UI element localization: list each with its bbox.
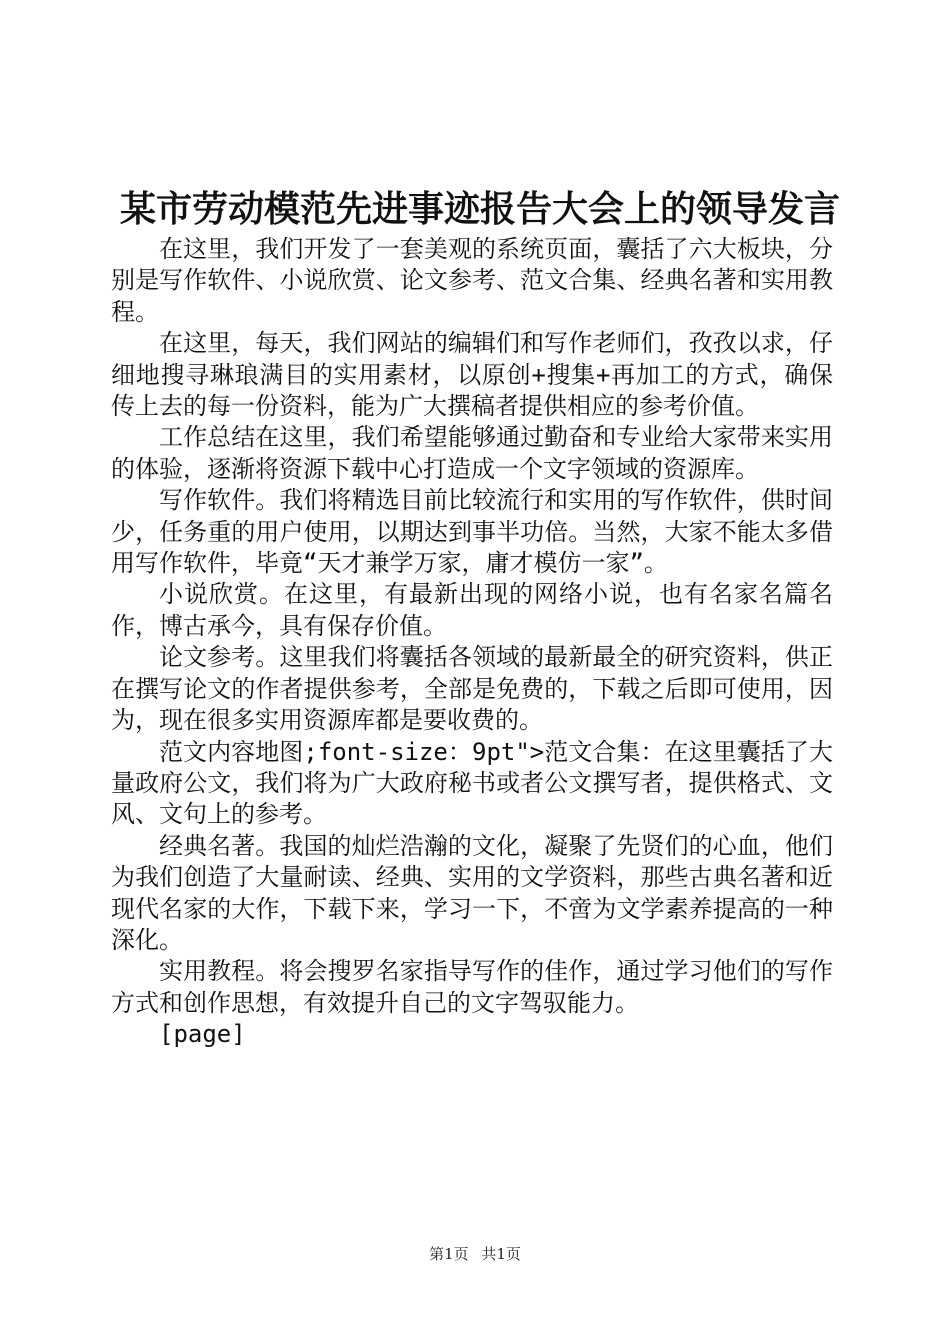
paragraph: 写作软件。我们将精选目前比较流行和实用的写作软件，供时间少，任务重的用户使用，以期达到事半功倍。当然，大家不能太多借用写作软件，毕竟“天才兼学万家，庸才模仿一家”。 — [111, 486, 833, 578]
page-marker: [page] — [159, 1020, 246, 1049]
paragraph: 范文内容地图;font-size：9pt">范文合集：在这里囊括了大量政府公文，我们将为广大政府秘书或者公文撰写者，提供格式、文风、文句上的参考。 — [111, 737, 833, 829]
paragraph: 在这里，我们开发了一套美观的系统页面，囊括了六大板块，分别是写作软件、小说欣赏、论文参考、范文合集、经典名著和实用教程。 — [111, 235, 833, 326]
paragraph: 小说欣赏。在这里，有最新出现的网络小说，也有名家名篇名作，博古承今，具有保存价值。 — [111, 580, 833, 640]
paragraph: 在这里，每天，我们网站的编辑们和写作老师们，孜孜以求，仔细地搜寻琳琅满目的实用素材，以原创+搜集+再加工的方式，确保传上去的每一份资料，能为广大撰稿者提供相应的参考价值。 — [111, 329, 833, 421]
document-title: 某市劳动模范先进事迹报告大会上的领导发言 — [120, 188, 841, 230]
page-footer — [0, 1244, 950, 1264]
page-number: 第1页 — [429, 1245, 469, 1263]
paragraph: 论文参考。这里我们将囊括各领域的最新最全的研究资料，供正在撰写论文的作者提供参考，全部是免费的，下载之后即可使用，因为，现在很多实用资源库都是要收费的。 — [111, 643, 833, 735]
paragraph: 工作总结在这里，我们希望能够通过勤奋和专业给大家带来实用的体验，逐渐将资源下载中心打造成一个文字领域的资源库。 — [111, 423, 833, 483]
document-body — [111, 234, 833, 1051]
paragraph: 经典名著。我国的灿烂浩瀚的文化，凝聚了先贤们的心血，他们为我们创造了大量耐读、经典、实用的文学资料，那些古典名著和近现代名家的大作，下载下来，学习一下，不啻为文学素养提高的一种深化。 — [111, 831, 833, 954]
paragraph: 实用教程。将会搜罗名家指导写作的佳作，通过学习他们的写作方式和创作思想，有效提升自己的文字驾驭能力。 — [111, 957, 833, 1017]
page-total: 共1页 — [481, 1245, 521, 1263]
